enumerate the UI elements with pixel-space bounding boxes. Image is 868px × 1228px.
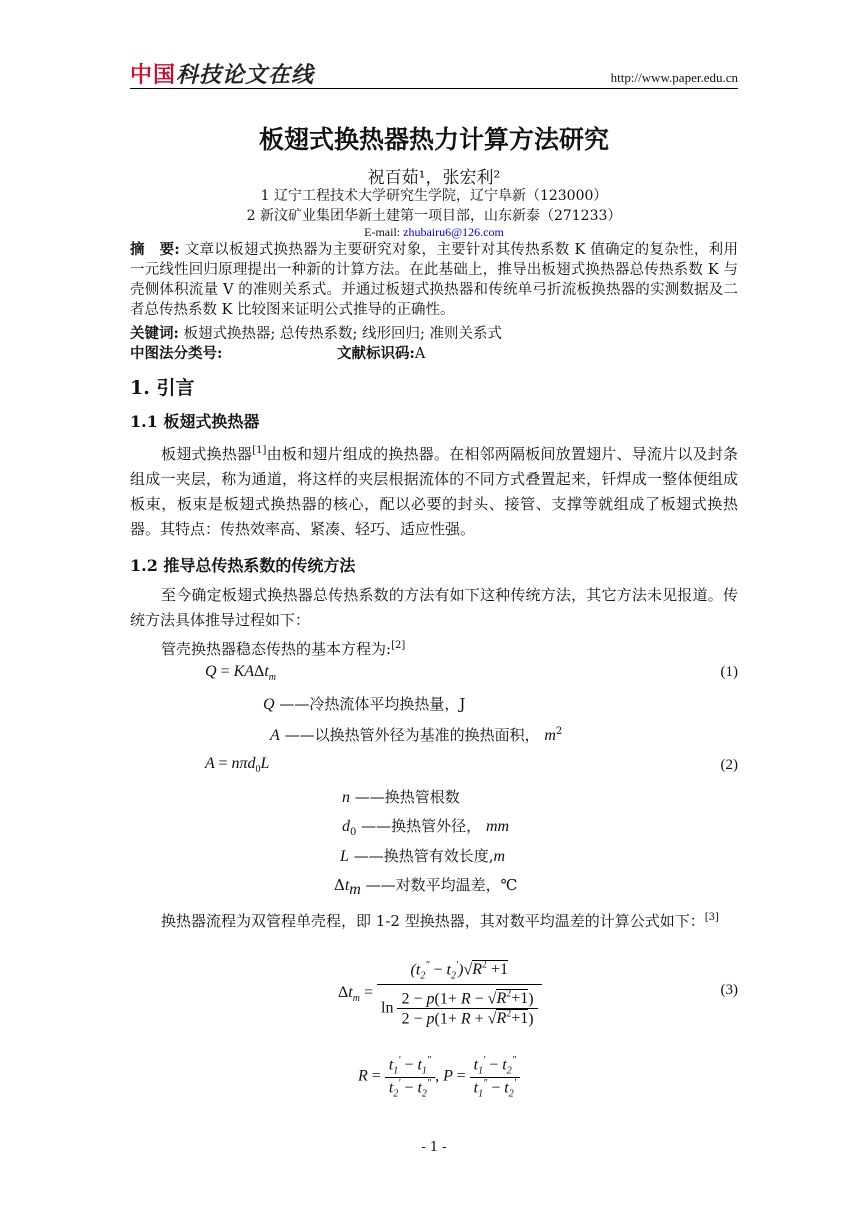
equation-2-number: (2) [720, 757, 738, 773]
para4-text: 换热器流程为双管程单壳程，即 1-2 型换热器，其对数平均温差的计算公式如下： [161, 912, 705, 930]
keywords [130, 324, 738, 344]
logo-part1: 中国 [130, 63, 177, 88]
equation-R-P: R = $\frac{t_1' - t_1^"}{t_2' - t_2^"}$ , P = $\frac{t_1' - t_2^"}{t_1^" - t_2'}$ [358, 1055, 520, 1099]
keywords-label: 关键词: [130, 325, 179, 342]
definition-n: n ——换热管根数 [342, 788, 460, 806]
equation-1-number: (1) [720, 664, 738, 680]
paragraph-3 [130, 633, 738, 662]
para1-start: 板翅式换热器 [161, 445, 253, 463]
section-heading-1: 1. 引言 [130, 377, 195, 399]
doc-code-label: 文献标识码: [336, 345, 415, 362]
equation-3: $\Delta t_m$ = $(t_2^" - t_2')√R^2 +1$ ln $\frac{2 - p(1+ R - √R^2+1)}{2 - p(1+ R + √R^2+1)}$ [338, 958, 542, 1028]
header-rule [130, 88, 738, 89]
email-link[interactable]: zhubairu6@126.com [403, 225, 504, 239]
paper-title: 板翅式换热器热力计算方法研究 [258, 125, 609, 154]
citation-1[interactable]: [1] [252, 445, 267, 456]
abstract-label: 摘 要: [130, 241, 180, 258]
definition-d0: $d_0$ ——换热管外径， mm [342, 817, 510, 838]
para3-text: 管壳换热器稳态传热的基本方程为: [161, 640, 392, 658]
classification-line [130, 344, 738, 364]
equation-3-number: (3) [720, 982, 738, 998]
definition-Q: Q ——冷热流体平均换热量，J [263, 695, 466, 713]
site-logo [130, 58, 314, 89]
abstract-text: 文章以板翅式换热器为主要研究对象，主要针对其传热系数 K 值确定的复杂性，利用一元线性回归原理提出一种新的计算方法。在此基础上，推导出板翅式换热器总传热系数 K 与壳侧体积流量 V 的准则关系式。并通过板翅式换热器和传统单弓折流板换热器的实测数据及二者总传热系数 K 比较图来证明公式推导的正确性。 [130, 242, 738, 318]
clc-label: 中图法分类号: [130, 345, 223, 362]
equation-2: A = nπd$_0$L [205, 755, 270, 776]
section-heading-1-2: 1.2 推导总传热系数的传统方法 [130, 556, 356, 575]
abstract [130, 240, 738, 320]
affiliation-1: 1 辽宁工程技术大学研究生学院，辽宁阜新（123000） [260, 188, 608, 204]
citation-3[interactable]: [3] [704, 912, 719, 923]
citation-2[interactable]: [2] [391, 640, 406, 651]
definition-dtm: $\Delta t_m$ ——对数平均温差，℃ [334, 876, 518, 898]
email-line [130, 225, 738, 240]
affiliation-2: 2 新汶矿业集团华新土建第一项目部，山东新泰（271233） [246, 208, 622, 224]
paragraph-1 [130, 438, 738, 542]
logo-part2: 科技论文在线 [176, 63, 315, 88]
equation-1: Q = KAΔt$_m$ [205, 663, 277, 684]
paragraph-4 [130, 905, 738, 934]
paragraph-2: 至今确定板翅式换热器总传热系数的方法有如下这种传统方法，其它方法未见报道。传统方法具体推导过程如下： [130, 586, 738, 629]
header-url[interactable]: http://www.paper.edu.cn [610, 70, 738, 85]
keywords-text: 板翅式换热器; 总传热系数; 线形回归; 准则关系式 [183, 326, 502, 342]
doc-code: A [414, 346, 426, 362]
authors: 祝百茹¹，张宏利² [367, 168, 501, 188]
section-heading-1-1: 1.1 板翅式换热器 [130, 412, 260, 431]
definition-L: L ——换热管有效长度,m [340, 847, 506, 865]
email-label: E-mail: [364, 225, 404, 239]
definition-A: A ——以换热管外径为基准的换热面积， $m^2$ [270, 726, 563, 744]
page-number: - 1 - [421, 1140, 447, 1155]
para1-rest: 由板和翅片组成的换热器。在相邻两隔板间放置翅片、导流片以及封条组成一夹层，称为通道，将这样的夹层根据流体的不同方式叠置起来，钎焊成一整体便组成板束，板束是板翅式换热器的核心，配以必要的封头、接管、支撑等就组成了板翅式换热器。其特点：传热效率高、紧凑、轻巧、适应性强。 [130, 445, 738, 538]
